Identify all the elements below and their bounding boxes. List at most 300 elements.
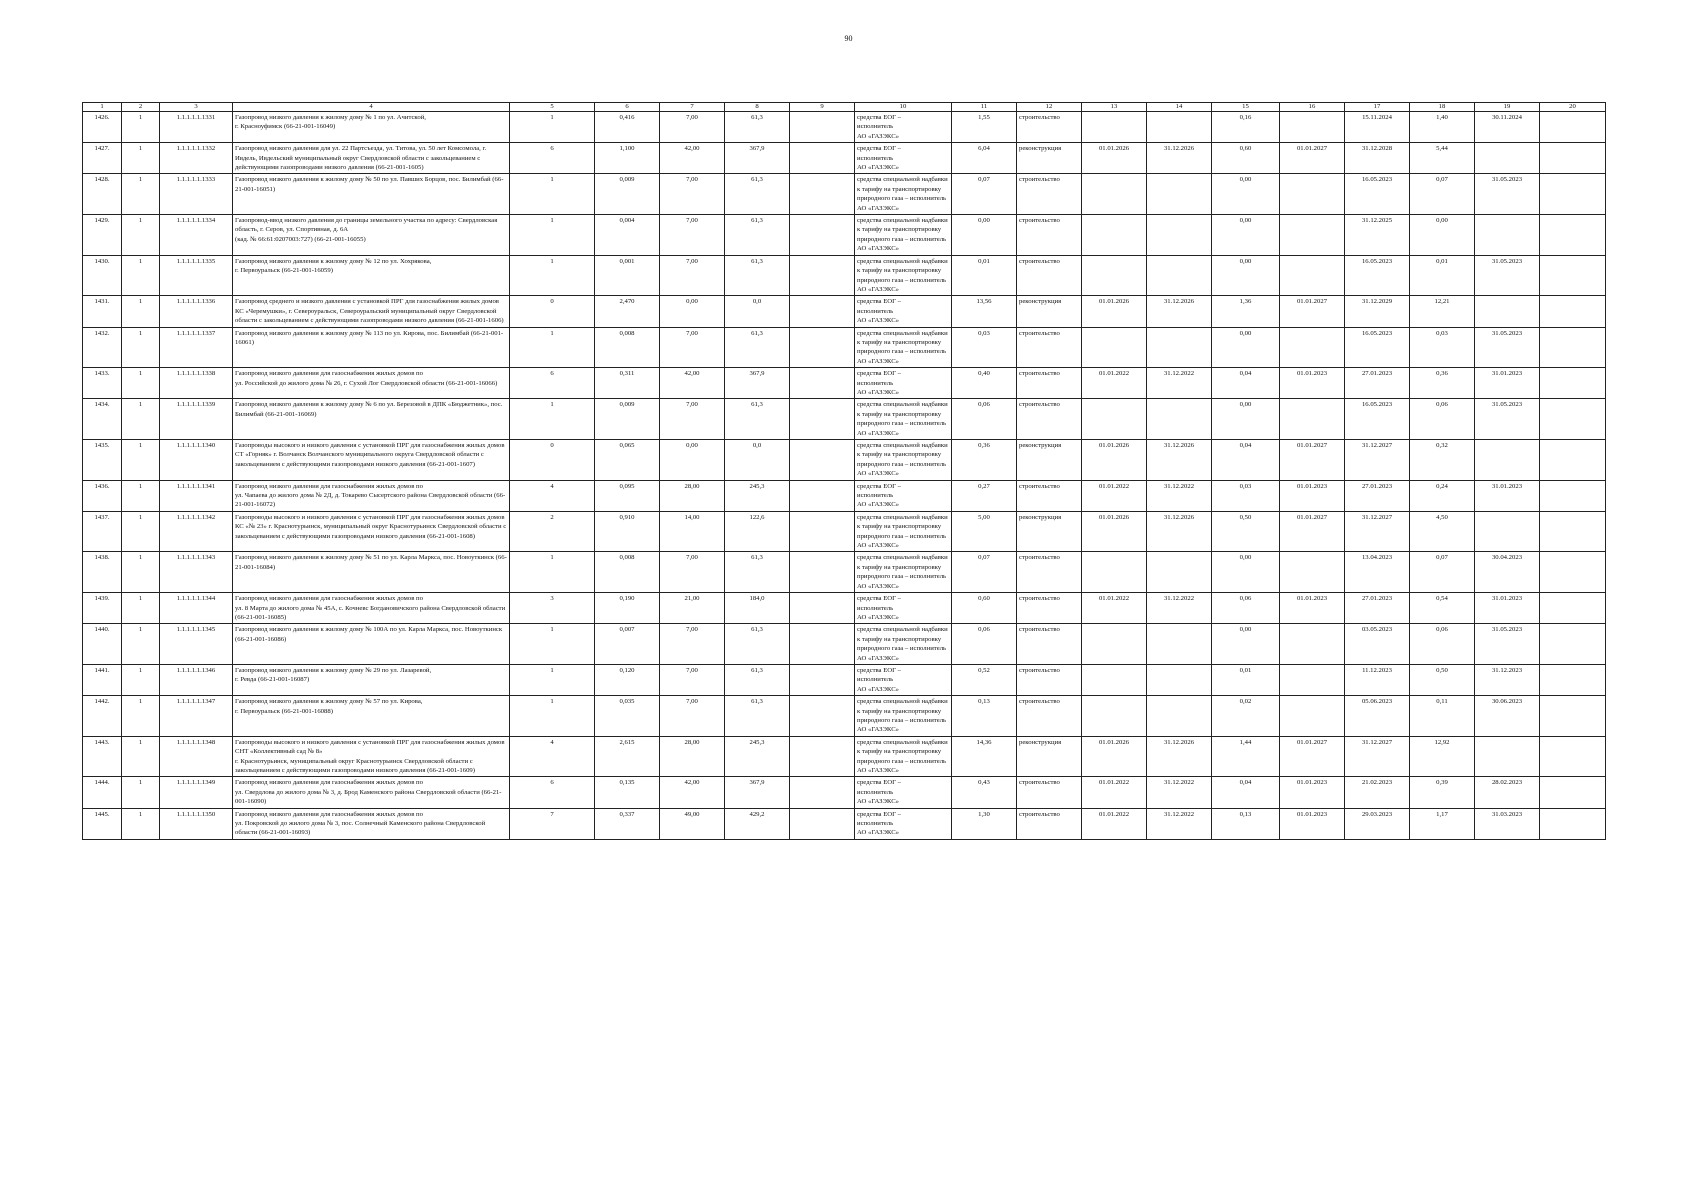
cell-level: 1 — [122, 368, 160, 399]
table-row — [83, 399, 1606, 440]
cell-funding-source: средства ЕОГ – исполнитель АО «ГАЗЭКС» — [855, 296, 952, 327]
cell-col-9 — [790, 480, 855, 511]
cell-construction-cost: 0,54 — [1410, 593, 1475, 624]
cell-pressure-class: 1 — [510, 399, 595, 440]
cell-construction-cost: 0,01 — [1410, 255, 1475, 296]
cell-object-code: 1.1.1.1.1.1347 — [160, 696, 233, 737]
cell-funding-source: средства специальной надбавки к тарифу на транспортировку природного газа – исполнитель АО «ГАЗЭКС» — [855, 399, 952, 440]
cell-level: 1 — [122, 143, 160, 174]
table-row — [83, 552, 1606, 593]
cell-level: 1 — [122, 808, 160, 839]
cell-capacity-2: 61,3 — [725, 255, 790, 296]
cell-funding-source: средства специальной надбавки к тарифу на транспортировку природного газа – исполнитель АО «ГАЗЭКС» — [855, 440, 952, 481]
cell-object-code: 1.1.1.1.1.1332 — [160, 143, 233, 174]
cell-commissioning-date: 30.11.2024 — [1475, 112, 1540, 143]
cell-capacity-1: 7,00 — [660, 552, 725, 593]
cell-cost-total: 0,07 — [952, 552, 1017, 593]
cell-end-date — [1147, 327, 1212, 368]
table-row — [83, 664, 1606, 695]
cell-start-date: 01.01.2022 — [1082, 593, 1147, 624]
cell-construction-end: 16.05.2023 — [1345, 327, 1410, 368]
cell-start-date — [1082, 664, 1147, 695]
cell-commissioning-date — [1475, 215, 1540, 256]
cell-end-date — [1147, 624, 1212, 665]
cell-start-date: 01.01.2026 — [1082, 440, 1147, 481]
cell-construction-cost: 0,06 — [1410, 624, 1475, 665]
cell-funding-source: средства специальной надбавки к тарифу на транспортировку природного газа – исполнитель АО «ГАЗЭКС» — [855, 327, 952, 368]
header-cell: 18 — [1410, 103, 1475, 112]
cell-level: 1 — [122, 215, 160, 256]
cell-col-20 — [1540, 480, 1606, 511]
cell-col-20 — [1540, 736, 1606, 777]
cell-start-date: 01.01.2026 — [1082, 143, 1147, 174]
cell-start-date — [1082, 696, 1147, 737]
cell-start-date — [1082, 327, 1147, 368]
cell-col-9 — [790, 368, 855, 399]
cell-cost-total: 0,43 — [952, 777, 1017, 808]
cell-work-type: строительство — [1017, 552, 1082, 593]
cell-construction-start: 01.01.2023 — [1280, 593, 1345, 624]
cell-col-20 — [1540, 696, 1606, 737]
table-row — [83, 777, 1606, 808]
cell-object-name: Газопровод низкого давления к жилому дому № 50 по ул. Павших Борцов, пос. Билимбай (66-21-001-16051) — [233, 174, 510, 215]
cell-funding-source: средства специальной надбавки к тарифу на транспортировку природного газа – исполнитель АО «ГАЗЭКС» — [855, 511, 952, 552]
cell-object-code: 1.1.1.1.1.1339 — [160, 399, 233, 440]
cell-row-number: 1434. — [83, 399, 122, 440]
cell-capacity-2: 61,3 — [725, 399, 790, 440]
cell-construction-start: 01.01.2023 — [1280, 777, 1345, 808]
cell-row-number: 1438. — [83, 552, 122, 593]
cell-object-name: Газопроводы высокого и низкого давления с установкой ПРГ для газоснабжения жилых домов СНТ «Коллективный сад № 8» г. Краснотурьинск, муниципальный округ Краснотурьинск Свердловской области с закольцеванием с действующими газопроводами низкого давления (66-21-001-1609) — [233, 736, 510, 777]
cell-length-km: 0,009 — [595, 174, 660, 215]
cell-object-name: Газопроводы высокого и низкого давления с установкой ПРГ для газоснабжения жилых домов КС «№ 23» г. Краснотурьинск, муниципальный округ Краснотурьинск Свердловской области с закольцеванием с действующими газопроводами низкого давления (66-21-001-1608) — [233, 511, 510, 552]
cell-col-9 — [790, 593, 855, 624]
cell-construction-start: 01.01.2023 — [1280, 808, 1345, 839]
cell-capacity-2: 367,9 — [725, 368, 790, 399]
table-row — [83, 511, 1606, 552]
cell-start-date — [1082, 255, 1147, 296]
cell-design-cost: 1,44 — [1212, 736, 1280, 777]
cell-commissioning-date: 31.05.2023 — [1475, 174, 1540, 215]
cell-construction-cost: 12,92 — [1410, 736, 1475, 777]
cell-pressure-class: 6 — [510, 368, 595, 399]
cell-end-date — [1147, 696, 1212, 737]
cell-pressure-class: 1 — [510, 696, 595, 737]
cell-construction-end: 27.01.2023 — [1345, 593, 1410, 624]
cell-level: 1 — [122, 255, 160, 296]
cell-design-cost: 0,01 — [1212, 664, 1280, 695]
page-number: 90 — [844, 34, 853, 43]
cell-commissioning-date: 30.06.2023 — [1475, 696, 1540, 737]
cell-work-type: реконструкция — [1017, 511, 1082, 552]
cell-col-9 — [790, 624, 855, 665]
cell-row-number: 1429. — [83, 215, 122, 256]
header-cell: 1 — [83, 103, 122, 112]
cell-col-20 — [1540, 624, 1606, 665]
cell-level: 1 — [122, 480, 160, 511]
cell-commissioning-date: 31.01.2023 — [1475, 368, 1540, 399]
cell-start-date: 01.01.2026 — [1082, 511, 1147, 552]
cell-object-name: Газопровод низкого давления к жилому дому № 1 по ул. Ачитской, г. Красноуфимск (66-21-001-16049) — [233, 112, 510, 143]
cell-capacity-1: 28,00 — [660, 736, 725, 777]
cell-object-name: Газопровод низкого давления к жилому дому № 113 по ул. Кирова, пос. Билимбай (66-21-001-16061) — [233, 327, 510, 368]
table-row — [83, 480, 1606, 511]
header-cell: 17 — [1345, 103, 1410, 112]
cell-work-type: строительство — [1017, 624, 1082, 665]
cell-col-9 — [790, 777, 855, 808]
cell-cost-total: 0,01 — [952, 255, 1017, 296]
cell-start-date — [1082, 215, 1147, 256]
cell-level: 1 — [122, 624, 160, 665]
cell-capacity-1: 7,00 — [660, 112, 725, 143]
cell-row-number: 1432. — [83, 327, 122, 368]
cell-construction-cost: 0,50 — [1410, 664, 1475, 695]
cell-capacity-2: 61,3 — [725, 552, 790, 593]
header-cell: 19 — [1475, 103, 1540, 112]
cell-capacity-1: 7,00 — [660, 215, 725, 256]
cell-work-type: строительство — [1017, 593, 1082, 624]
cell-construction-start — [1280, 112, 1345, 143]
cell-capacity-1: 7,00 — [660, 696, 725, 737]
cell-cost-total: 0,06 — [952, 399, 1017, 440]
header-cell: 13 — [1082, 103, 1147, 112]
cell-capacity-2: 429,2 — [725, 808, 790, 839]
cell-object-name: Газопровод низкого давления для газоснабжения жилых домов по ул. 8 Марта до жилого дома № 45А, с. Кочневс Богдановичского района Свердловской области (66-21-001-16085) — [233, 593, 510, 624]
cell-length-km: 0,008 — [595, 327, 660, 368]
cell-construction-end: 31.12.2029 — [1345, 296, 1410, 327]
cell-capacity-2: 367,9 — [725, 777, 790, 808]
cell-design-cost: 1,36 — [1212, 296, 1280, 327]
cell-col-9 — [790, 112, 855, 143]
cell-start-date — [1082, 552, 1147, 593]
cell-construction-end: 16.05.2023 — [1345, 399, 1410, 440]
cell-construction-end: 31.12.2027 — [1345, 511, 1410, 552]
cell-object-code: 1.1.1.1.1.1348 — [160, 736, 233, 777]
cell-funding-source: средства ЕОГ – исполнитель АО «ГАЗЭКС» — [855, 143, 952, 174]
cell-length-km: 0,337 — [595, 808, 660, 839]
cell-construction-cost: 0,07 — [1410, 174, 1475, 215]
cell-end-date — [1147, 255, 1212, 296]
cell-commissioning-date: 31.05.2023 — [1475, 624, 1540, 665]
cell-object-name: Газопровод низкого давления для газоснабжения жилых домов по ул. Покровской до жилого дома № 3, пос. Солнечный Каменского района Свердловской области (66-21-001-16093) — [233, 808, 510, 839]
cell-construction-end: 16.05.2023 — [1345, 174, 1410, 215]
cell-work-type: строительство — [1017, 480, 1082, 511]
cell-pressure-class: 0 — [510, 440, 595, 481]
cell-start-date — [1082, 624, 1147, 665]
cell-construction-end: 31.12.2028 — [1345, 143, 1410, 174]
header-cell: 11 — [952, 103, 1017, 112]
cell-design-cost: 0,00 — [1212, 215, 1280, 256]
header-cell: 20 — [1540, 103, 1606, 112]
cell-row-number: 1428. — [83, 174, 122, 215]
cell-construction-cost: 5,44 — [1410, 143, 1475, 174]
cell-work-type: строительство — [1017, 255, 1082, 296]
table-row — [83, 112, 1606, 143]
cell-capacity-2: 0,0 — [725, 296, 790, 327]
cell-capacity-1: 0,00 — [660, 440, 725, 481]
cell-construction-start: 01.01.2027 — [1280, 440, 1345, 481]
header-cell: 15 — [1212, 103, 1280, 112]
cell-design-cost: 0,00 — [1212, 174, 1280, 215]
cell-capacity-1: 7,00 — [660, 327, 725, 368]
cell-object-name: Газопровод низкого давления к жилому дому № 12 по ул. Хохрякова, г. Первоуральск (66-21-001-16059) — [233, 255, 510, 296]
cell-construction-end: 27.01.2023 — [1345, 368, 1410, 399]
header-cell: 9 — [790, 103, 855, 112]
cell-end-date — [1147, 664, 1212, 695]
cell-end-date: 31.12.2026 — [1147, 736, 1212, 777]
cell-col-20 — [1540, 440, 1606, 481]
cell-level: 1 — [122, 736, 160, 777]
cell-funding-source: средства специальной надбавки к тарифу на транспортировку природного газа – исполнитель АО «ГАЗЭКС» — [855, 174, 952, 215]
cell-construction-start — [1280, 215, 1345, 256]
cell-length-km: 0,120 — [595, 664, 660, 695]
cell-cost-total: 1,30 — [952, 808, 1017, 839]
cell-cost-total: 0,52 — [952, 664, 1017, 695]
cell-start-date: 01.01.2026 — [1082, 736, 1147, 777]
header-cell: 10 — [855, 103, 952, 112]
cell-col-20 — [1540, 143, 1606, 174]
cell-start-date: 01.01.2022 — [1082, 777, 1147, 808]
cell-end-date — [1147, 215, 1212, 256]
cell-level: 1 — [122, 399, 160, 440]
cell-row-number: 1445. — [83, 808, 122, 839]
cell-object-name: Газопроводы высокого и низкого давления с установкой ПРГ для газоснабжения жилых домов СТ «Горняк» г. Волчанск Волчанского муниципального округа Свердловской области с закольцеванием с действующими газопроводами низкого давления (66-21-001-1607) — [233, 440, 510, 481]
cell-object-name: Газопровод среднего и низкого давления с установкой ПРГ для газоснабжения жилых домов КС «Черемушки», г. Североуральск, Североуральский муниципальный округ Свердловской области с закольцеванием с действующими газопроводами низкого давления (66-21-001-1606) — [233, 296, 510, 327]
cell-level: 1 — [122, 777, 160, 808]
cell-design-cost: 0,50 — [1212, 511, 1280, 552]
cell-pressure-class: 1 — [510, 174, 595, 215]
cell-design-cost: 0,00 — [1212, 552, 1280, 593]
cell-row-number: 1431. — [83, 296, 122, 327]
cell-funding-source: средства специальной надбавки к тарифу на транспортировку природного газа – исполнитель АО «ГАЗЭКС» — [855, 696, 952, 737]
table-row — [83, 327, 1606, 368]
cell-level: 1 — [122, 664, 160, 695]
cell-length-km: 2,615 — [595, 736, 660, 777]
cell-construction-start — [1280, 552, 1345, 593]
cell-capacity-1: 28,00 — [660, 480, 725, 511]
cell-level: 1 — [122, 696, 160, 737]
cell-col-20 — [1540, 215, 1606, 256]
cell-work-type: реконструкция — [1017, 143, 1082, 174]
cell-object-code: 1.1.1.1.1.1340 — [160, 440, 233, 481]
cell-pressure-class: 1 — [510, 112, 595, 143]
cell-construction-start: 01.01.2023 — [1280, 480, 1345, 511]
cell-funding-source: средства специальной надбавки к тарифу на транспортировку природного газа – исполнитель АО «ГАЗЭКС» — [855, 624, 952, 665]
table-row — [83, 696, 1606, 737]
cell-funding-source: средства специальной надбавки к тарифу на транспортировку природного газа – исполнитель АО «ГАЗЭКС» — [855, 736, 952, 777]
cell-construction-end: 31.12.2027 — [1345, 736, 1410, 777]
cell-object-code: 1.1.1.1.1.1336 — [160, 296, 233, 327]
cell-start-date — [1082, 174, 1147, 215]
cell-length-km: 0,065 — [595, 440, 660, 481]
cell-design-cost: 0,00 — [1212, 399, 1280, 440]
table-row — [83, 296, 1606, 327]
cell-capacity-1: 7,00 — [660, 624, 725, 665]
cell-end-date: 31.12.2026 — [1147, 440, 1212, 481]
cell-object-code: 1.1.1.1.1.1342 — [160, 511, 233, 552]
cell-design-cost: 0,16 — [1212, 112, 1280, 143]
cell-col-9 — [790, 808, 855, 839]
cell-capacity-1: 7,00 — [660, 174, 725, 215]
table-row — [83, 808, 1606, 839]
cell-start-date — [1082, 399, 1147, 440]
cell-row-number: 1443. — [83, 736, 122, 777]
cell-construction-cost: 0,36 — [1410, 368, 1475, 399]
cell-col-20 — [1540, 368, 1606, 399]
cell-level: 1 — [122, 174, 160, 215]
cell-construction-start — [1280, 327, 1345, 368]
cell-level: 1 — [122, 440, 160, 481]
table-row — [83, 174, 1606, 215]
cell-object-name: Газопровод низкого давления к жилому дому № 29 по ул. Лазаревой, г. Ревда (66-21-001-16087) — [233, 664, 510, 695]
cell-col-20 — [1540, 664, 1606, 695]
cell-row-number: 1436. — [83, 480, 122, 511]
cell-work-type: строительство — [1017, 174, 1082, 215]
cell-work-type: строительство — [1017, 368, 1082, 399]
cell-col-9 — [790, 215, 855, 256]
table-row — [83, 736, 1606, 777]
cell-pressure-class: 2 — [510, 511, 595, 552]
cell-construction-cost: 0,24 — [1410, 480, 1475, 511]
cell-row-number: 1441. — [83, 664, 122, 695]
cell-object-name: Газопровод низкого давления для газоснабжения жилых домов по ул. Чапаева до жилого дома № 2Д, д. Токарево Сысертского района Свердловской области (66-21-001-16072) — [233, 480, 510, 511]
cell-object-code: 1.1.1.1.1.1344 — [160, 593, 233, 624]
cell-construction-start: 01.01.2023 — [1280, 368, 1345, 399]
cell-construction-cost: 0,32 — [1410, 440, 1475, 481]
cell-commissioning-date: 31.01.2023 — [1475, 480, 1540, 511]
cell-funding-source: средства ЕОГ – исполнитель АО «ГАЗЭКС» — [855, 664, 952, 695]
cell-funding-source: средства ЕОГ – исполнитель АО «ГАЗЭКС» — [855, 368, 952, 399]
cell-length-km: 0,001 — [595, 255, 660, 296]
cell-capacity-2: 61,3 — [725, 112, 790, 143]
cell-object-name: Газопровод низкого давления для ул. 22 Партсъезда, ул. Титова, ул. 50 лет Комсомола, г. Ивдель, Ивдельский муниципальный округ Свердловской области с закольцеванием с действующими газопроводами низкого давления (66-21-001-1605) — [233, 143, 510, 174]
cell-construction-start — [1280, 399, 1345, 440]
cell-design-cost: 0,02 — [1212, 696, 1280, 737]
cell-cost-total: 5,00 — [952, 511, 1017, 552]
cell-length-km: 0,095 — [595, 480, 660, 511]
cell-end-date: 31.12.2022 — [1147, 593, 1212, 624]
table-row — [83, 440, 1606, 481]
cell-end-date: 31.12.2022 — [1147, 808, 1212, 839]
cell-construction-end: 31.12.2025 — [1345, 215, 1410, 256]
cell-construction-cost: 4,50 — [1410, 511, 1475, 552]
cell-pressure-class: 1 — [510, 624, 595, 665]
cell-construction-start — [1280, 174, 1345, 215]
cell-construction-end: 31.12.2027 — [1345, 440, 1410, 481]
header-cell: 6 — [595, 103, 660, 112]
cell-funding-source: средства ЕОГ – исполнитель АО «ГАЗЭКС» — [855, 593, 952, 624]
cell-col-9 — [790, 736, 855, 777]
cell-col-9 — [790, 664, 855, 695]
cell-pressure-class: 3 — [510, 593, 595, 624]
cell-design-cost: 0,04 — [1212, 368, 1280, 399]
cell-funding-source: средства ЕОГ – исполнитель АО «ГАЗЭКС» — [855, 777, 952, 808]
table-row — [83, 143, 1606, 174]
cell-pressure-class: 1 — [510, 327, 595, 368]
cell-construction-cost: 1,17 — [1410, 808, 1475, 839]
cell-design-cost: 0,00 — [1212, 624, 1280, 665]
cell-col-9 — [790, 143, 855, 174]
cell-col-20 — [1540, 399, 1606, 440]
cell-length-km: 0,004 — [595, 215, 660, 256]
cell-capacity-2: 245,3 — [725, 480, 790, 511]
cell-col-9 — [790, 174, 855, 215]
cell-cost-total: 14,36 — [952, 736, 1017, 777]
cell-object-code: 1.1.1.1.1.1350 — [160, 808, 233, 839]
investment-program-table — [82, 102, 1606, 840]
cell-end-date — [1147, 112, 1212, 143]
cell-construction-cost: 0,39 — [1410, 777, 1475, 808]
cell-col-20 — [1540, 174, 1606, 215]
cell-capacity-2: 61,3 — [725, 327, 790, 368]
cell-pressure-class: 6 — [510, 777, 595, 808]
cell-construction-end: 03.05.2023 — [1345, 624, 1410, 665]
cell-col-9 — [790, 511, 855, 552]
cell-end-date: 31.12.2026 — [1147, 296, 1212, 327]
cell-work-type: строительство — [1017, 777, 1082, 808]
cell-work-type: строительство — [1017, 664, 1082, 695]
cell-length-km: 2,470 — [595, 296, 660, 327]
cell-start-date: 01.01.2026 — [1082, 296, 1147, 327]
cell-construction-start: 01.01.2027 — [1280, 511, 1345, 552]
cell-end-date: 31.12.2022 — [1147, 368, 1212, 399]
cell-col-9 — [790, 552, 855, 593]
cell-capacity-2: 61,3 — [725, 664, 790, 695]
cell-col-20 — [1540, 296, 1606, 327]
cell-capacity-2: 0,0 — [725, 440, 790, 481]
cell-funding-source: средства специальной надбавки к тарифу на транспортировку природного газа – исполнитель АО «ГАЗЭКС» — [855, 215, 952, 256]
table-body — [83, 103, 1606, 840]
header-cell: 16 — [1280, 103, 1345, 112]
cell-capacity-1: 7,00 — [660, 399, 725, 440]
cell-capacity-1: 14,00 — [660, 511, 725, 552]
cell-capacity-1: 7,00 — [660, 664, 725, 695]
cell-construction-cost: 0,07 — [1410, 552, 1475, 593]
cell-construction-start: 01.01.2027 — [1280, 143, 1345, 174]
cell-object-name: Газопровод низкого давления для газоснабжения жилых домов по ул. Российской до жилого дома № 26, г. Сухой Лог Свердловской области (66-21-001-16066) — [233, 368, 510, 399]
header-cell: 2 — [122, 103, 160, 112]
cell-design-cost: 0,00 — [1212, 327, 1280, 368]
cell-cost-total: 0,07 — [952, 174, 1017, 215]
cell-level: 1 — [122, 112, 160, 143]
cell-object-code: 1.1.1.1.1.1331 — [160, 112, 233, 143]
cell-commissioning-date: 28.02.2023 — [1475, 777, 1540, 808]
cell-object-name: Газопровод низкого давления к жилому дому № 6 по ул. Березовой в ДПК «Бюджетник», пос. Билимбай (66-21-001-16069) — [233, 399, 510, 440]
cell-object-code: 1.1.1.1.1.1349 — [160, 777, 233, 808]
cell-col-20 — [1540, 255, 1606, 296]
cell-object-code: 1.1.1.1.1.1334 — [160, 215, 233, 256]
cell-length-km: 0,008 — [595, 552, 660, 593]
cell-end-date: 31.12.2026 — [1147, 143, 1212, 174]
cell-construction-end: 29.03.2023 — [1345, 808, 1410, 839]
header-cell: 4 — [233, 103, 510, 112]
cell-level: 1 — [122, 296, 160, 327]
cell-pressure-class: 1 — [510, 215, 595, 256]
cell-col-20 — [1540, 808, 1606, 839]
cell-work-type: реконструкция — [1017, 440, 1082, 481]
cell-col-20 — [1540, 777, 1606, 808]
cell-object-name: Газопровод-ввод низкого давления до границы земельного участка по адресу: Свердловская область, г. Серов, ул. Спортивная, д. 6А (кад. № 66:61:0207003:727) (66-21-001-16055) — [233, 215, 510, 256]
cell-cost-total: 0,13 — [952, 696, 1017, 737]
cell-construction-start: 01.01.2027 — [1280, 736, 1345, 777]
cell-capacity-1: 42,00 — [660, 777, 725, 808]
cell-level: 1 — [122, 511, 160, 552]
cell-length-km: 1,100 — [595, 143, 660, 174]
cell-pressure-class: 4 — [510, 736, 595, 777]
cell-construction-start — [1280, 664, 1345, 695]
table-row — [83, 255, 1606, 296]
cell-end-date: 31.12.2022 — [1147, 480, 1212, 511]
